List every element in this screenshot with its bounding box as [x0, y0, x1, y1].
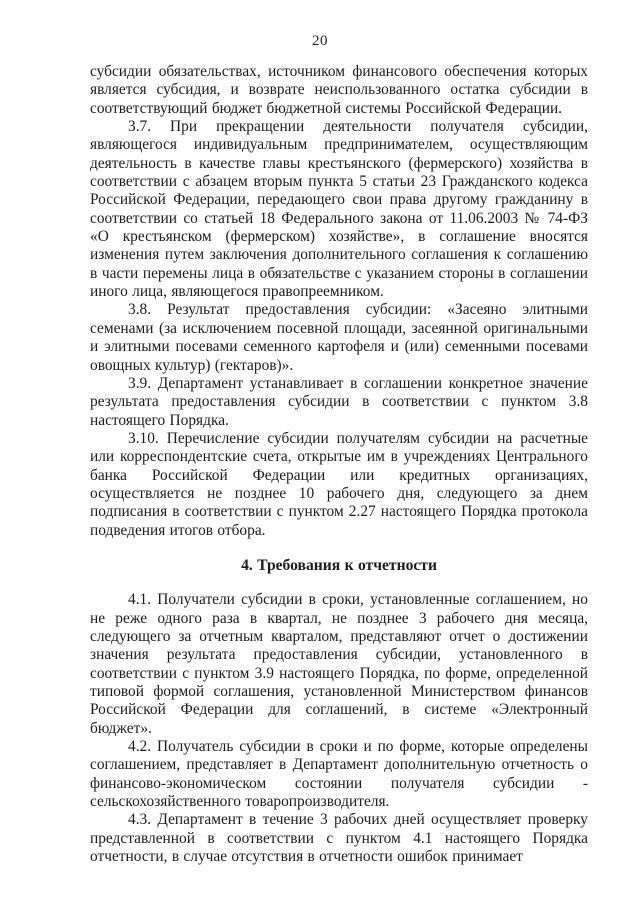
- paragraph-3-8: 3.8. Результат предоставления субсидии: «Засеяно элитными семенами (за исключением посевной площади, засеянной оригинальными и элитными посевами семенного картофеля и (или) семенными посевами овощных культур) (гектаров)».: [90, 301, 588, 374]
- paragraph-4-1: 4.1. Получатели субсидии в сроки, установленные соглашением, но не реже одного раза в квартал, не позднее 3 рабочего дня месяца, следующего за отчетным кварталом, представляют отчет о достижении значения результата предоставления субсидии, установленного в соответствии с пунктом 3.9 настоящего Порядка, по форме, определенной типовой формой соглашения, установленной Министерством финансов Российской Федерации для соглашений, в системе «Электронный бюджет».: [90, 591, 588, 737]
- paragraph-continuation: субсидии обязательствах, источником финансового обеспечения которых является субсидия, и возврате неиспользованного остатка субсидии в соответствующий бюджет бюджетной системы Российской Федерации.: [90, 63, 588, 117]
- paragraph-3-7: 3.7. При прекращении деятельности получателя субсидии, являющегося индивидуальным предпринимателем, осуществляющим деятельность в качестве главы крестьянского (фермерского) хозяйства в соответствии с абзацем вторым пункта 5 статьи 23 Гражданского кодекса Российской Федерации, передающего свои права другому гражданину в соответствии со статьей 18 Федерального закона от 11.06.2003 № 74-ФЗ «О крестьянском (фермерском) хозяйстве», в соглашение вносятся изменения путем заключения дополнительного соглашения к соглашению в части перемены лица в обязательстве с указанием стороны в соглашении иного лица, являющегося правопреемником.: [90, 118, 588, 301]
- document-body: [0, 50, 640, 866]
- page-number: 20: [312, 33, 328, 49]
- paragraph-3-9: 3.9. Департамент устанавливает в соглашении конкретное значение результата предоставления субсидии в соответствии с пунктом 3.8 настоящего Порядка.: [90, 374, 588, 429]
- paragraph-4-3: 4.3. Департамент в течение 3 рабочих дней осуществляет проверку представленной в соответствии с пунктом 4.1 настоящего Порядка отчетности, в случае отсутствия в отчетности ошибок принимает: [90, 811, 588, 866]
- section-heading-reporting-requirements: 4. Требования к отчетности: [241, 556, 437, 574]
- paragraph-3-10: 3.10. Перечисление субсидии получателям субсидии на расчетные или корреспондентские счета, открытые им в учреждениях Центрального банка Российской Федерации или кредитных организациях, осуществляется не позднее 10 рабочего дня, следующего за днем подписания в соответствии с пунктом 2.27 настоящего Порядка протокола подведения итогов отбора.: [90, 429, 588, 539]
- paragraph-4-2: 4.2. Получатель субсидии в сроки и по форме, которые определены соглашением, представляет в Департамент дополнительную отчетность о финансово-экономическом состоянии получателя субсидии - сельскохозяйственного товаропроизводителя.: [90, 738, 588, 811]
